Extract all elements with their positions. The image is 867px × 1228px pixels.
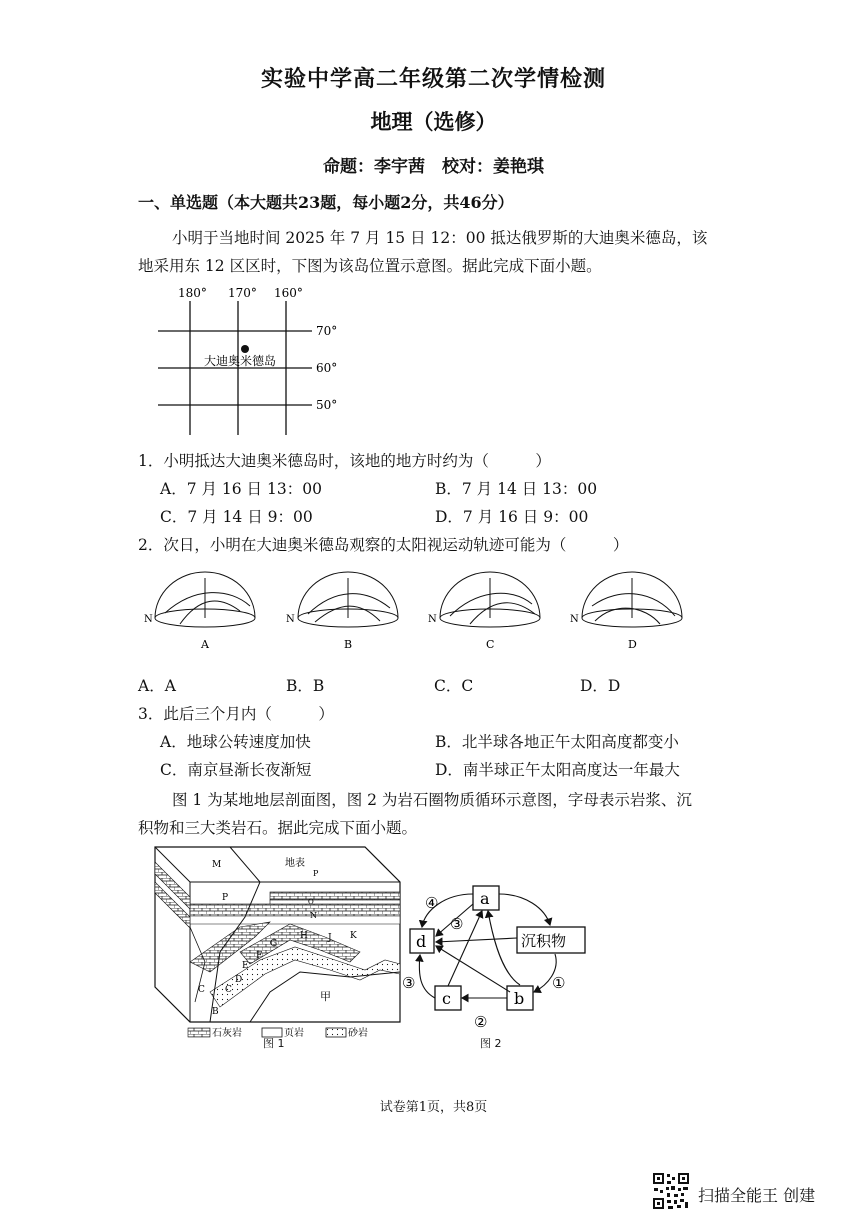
sun-diagram-c-label: C — [486, 638, 495, 651]
fig1-label-k: K — [350, 931, 357, 941]
question-3-option-c[interactable]: C．南京昼渐长夜渐短 — [160, 761, 312, 779]
fig1-label-e: E — [242, 961, 249, 971]
lon-label-180: 180° — [178, 286, 207, 300]
figure-2-caption: 图 2 — [480, 1037, 502, 1050]
island-dot — [241, 345, 249, 353]
question-3-option-a[interactable]: A．地球公转速度加快 — [160, 733, 311, 751]
legend-limestone: 石灰岩 — [212, 1028, 242, 1039]
fig1-label-g: G — [270, 939, 278, 949]
fig1-label-jia: 甲 — [320, 990, 331, 1003]
fig1-label-p-top: P — [313, 869, 319, 878]
legend-sandstone-swatch — [326, 1028, 346, 1037]
sun-diagram-a-n-label: N — [144, 614, 153, 625]
question-2-option-d[interactable]: D．D — [580, 677, 621, 695]
scanner-brand-watermark: 扫描全能王 创建 — [698, 1186, 816, 1205]
island-label: 大迪奥米德岛 — [204, 354, 277, 368]
arrow-label-3-lower: ③ — [402, 974, 416, 992]
sun-path-diagrams — [140, 566, 700, 656]
lon-label-160: 160° — [274, 286, 303, 300]
exam-subject: 地理（选修） — [370, 109, 497, 134]
section-heading: 一、单选题（本大题共23题，每小题2分，共46分） — [138, 193, 514, 212]
lat-label-60: 60° — [316, 361, 338, 375]
sun-diagram-a-label: A — [201, 638, 209, 651]
question-3-option-d[interactable]: D．南半球正午太阳高度达一年最大 — [435, 761, 680, 779]
question-2-option-c[interactable]: C．C — [434, 677, 474, 695]
fig1-label-p: P — [222, 893, 229, 903]
question-3-option-b[interactable]: B．北半球各地正午太阳高度都变小 — [435, 733, 679, 751]
arrow-label-2: ② — [474, 1013, 488, 1030]
qr-code-icon — [652, 1172, 690, 1210]
fig1-label-c2: C — [225, 985, 232, 995]
question-1-option-c[interactable]: C．7 月 14 日 9：00 — [160, 508, 313, 526]
intro-line-2: 地采用东 12 区区时，下图为该岛位置示意图。据此完成下面小题。 — [138, 257, 602, 275]
figure-1-caption: 图 1 — [263, 1037, 285, 1050]
fig1-label-b: B — [212, 1007, 219, 1017]
section2-intro-line-1: 图 1 为某地地层剖面图，图 2 为岩石圈物质循环示意图，字母表示岩浆、沉 — [172, 791, 692, 809]
arrow-label-4: ④ — [425, 894, 439, 912]
legend-shale: 页岩 — [284, 1028, 304, 1039]
lat-label-50: 50° — [316, 398, 338, 412]
question-2-option-b[interactable]: B．B — [286, 677, 325, 695]
island-location-map — [150, 283, 350, 443]
node-c-label: c — [442, 989, 451, 1008]
fig1-label-f: F — [256, 951, 263, 961]
sun-diagram-d-label: D — [628, 638, 637, 651]
fig1-label-n: N — [310, 911, 317, 920]
exam-authors: 命题：李宇茜 校对：姜艳琪 — [323, 157, 544, 177]
figure-1-strata-profile — [150, 842, 410, 1047]
node-d-label: d — [416, 932, 427, 951]
question-2-stem: 2．次日，小明在大迪奥米德岛观察的太阳视运动轨迹可能为（ ） — [138, 536, 629, 554]
question-1-stem: 1．小明抵达大迪奥米德岛时，该地的地方时约为（ ） — [138, 452, 551, 470]
sun-diagram-b-n-label: N — [286, 614, 295, 625]
lat-label-70: 70° — [316, 324, 338, 338]
fig1-label-o: O — [308, 898, 314, 906]
node-sediment-label: 沉积物 — [521, 932, 567, 950]
lon-label-170: 170° — [228, 286, 257, 300]
arrow-label-3-upper: ③ — [450, 915, 464, 933]
question-1-option-a[interactable]: A．7 月 16 日 13：00 — [160, 480, 322, 498]
question-1-option-b[interactable]: B．7 月 14 日 13：00 — [435, 480, 598, 498]
node-a-label: a — [480, 889, 490, 908]
legend-limestone-swatch — [188, 1028, 210, 1037]
exam-title: 实验中学高二年级第二次学情检测 — [260, 66, 606, 92]
intro-line-1: 小明于当地时间 2025 年 7 月 15 日 12：00 抵达俄罗斯的大迪奥米德岛，该 — [172, 229, 708, 247]
figure-2-rock-cycle — [400, 880, 600, 1030]
sun-diagram-a — [155, 572, 255, 627]
page-footer: 试卷第1页，共8页 — [379, 1100, 488, 1115]
fig1-label-surface: 地表 — [285, 858, 305, 869]
sun-diagram-d — [582, 572, 682, 627]
sun-diagram-c-n-label: N — [428, 614, 437, 625]
question-3-stem: 3．此后三个月内（ ） — [138, 705, 334, 723]
sun-diagram-b — [298, 572, 398, 627]
fig1-label-h: H — [300, 931, 308, 941]
fig1-label-d: D — [235, 975, 243, 985]
fig1-label-j: J — [328, 933, 332, 943]
sun-diagram-d-n-label: N — [570, 614, 579, 625]
node-b-label: b — [514, 989, 525, 1008]
arrow-label-1: ① — [552, 974, 566, 992]
section2-intro-line-2: 积物和三大类岩石。据此完成下面小题。 — [138, 819, 418, 837]
legend-sandstone: 砂岩 — [348, 1028, 368, 1039]
fig1-label-c1: C — [198, 985, 205, 995]
fig1-label-m: M — [212, 860, 222, 870]
sun-diagram-c — [440, 572, 540, 627]
sun-diagram-b-label: B — [344, 638, 353, 651]
question-2-option-a[interactable]: A．A — [138, 677, 176, 695]
question-1-option-d[interactable]: D．7 月 16 日 9：00 — [435, 508, 589, 526]
